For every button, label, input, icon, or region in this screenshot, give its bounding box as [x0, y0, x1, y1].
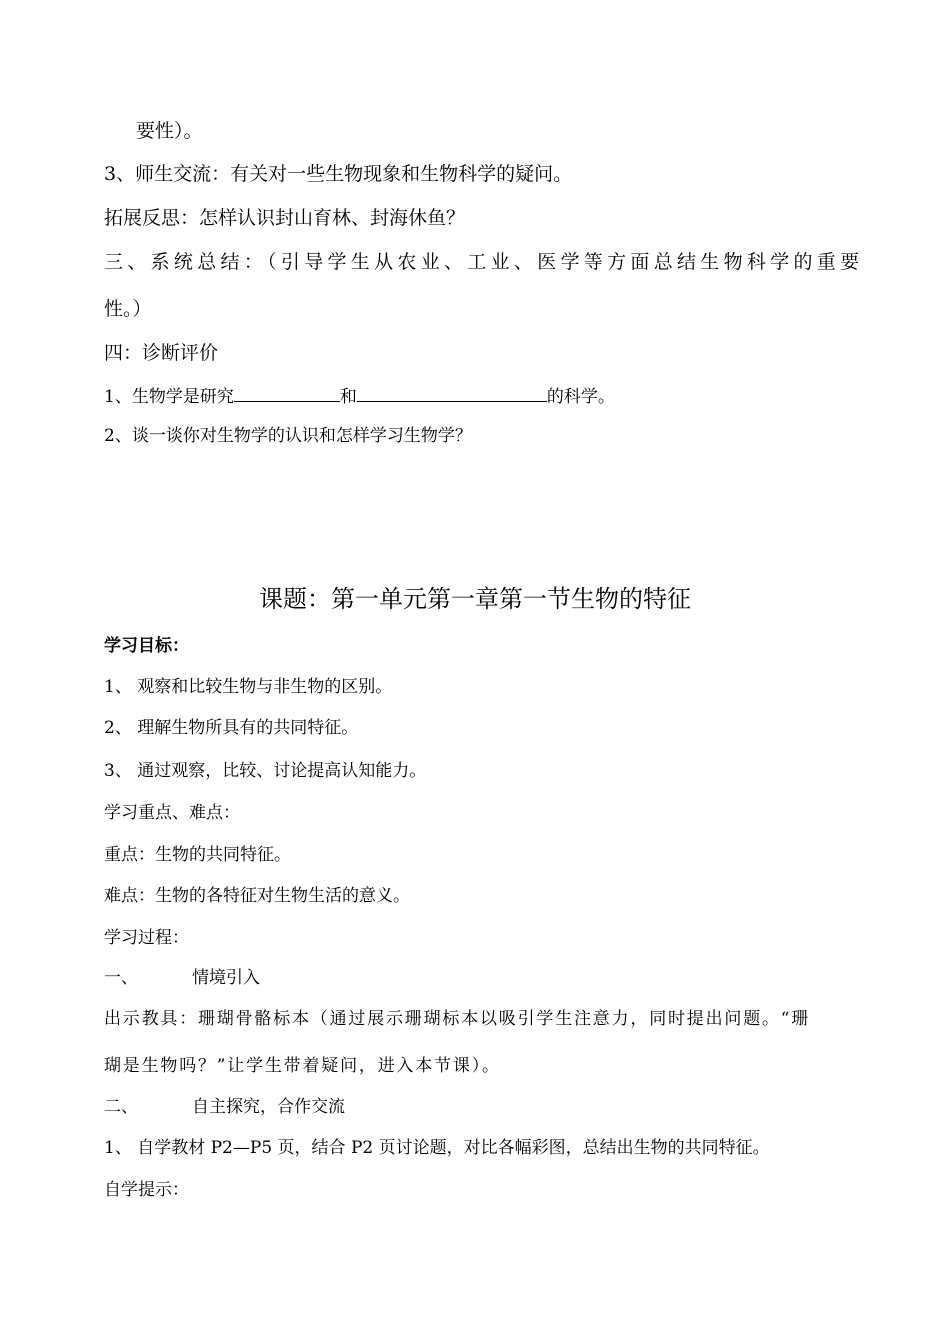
text-line: 3、师生交流：有关对一些生物现象和生物科学的疑问。 — [104, 163, 573, 185]
lesson-title: 课题：第一单元第一章第一节生物的特征 — [259, 585, 691, 613]
question-text: 1、生物学是研究 — [104, 387, 234, 407]
text-line: 1、 自学教材 P2—P5 页，结合 P2 页讨论题，对比各幅彩图，总结出生物的共同特征。 — [104, 1138, 770, 1158]
goal-item: 3、 通过观察，比较、讨论提高认知能力。 — [104, 761, 427, 781]
answer-blank-2 — [357, 383, 547, 402]
goals-heading: 学习目标： — [104, 636, 189, 656]
text-line: 要性）。 — [136, 120, 203, 142]
text-line: 瑚是生物吗？”让学生带着疑问，进入本节课）。 — [104, 1056, 501, 1076]
answer-blank-1 — [234, 383, 340, 402]
step-label: 自主探究，合作交流 — [192, 1097, 345, 1117]
difficulty: 难点：生物的各特征对生物生活的意义。 — [104, 886, 410, 906]
question-text: 和 — [339, 387, 357, 407]
question-text: 的科学。 — [546, 387, 615, 407]
fill-in-question — [104, 383, 615, 409]
text-line: 四：诊断评价 — [104, 342, 219, 364]
key-heading: 学习重点、难点： — [104, 803, 240, 823]
process-heading: 学习过程： — [104, 928, 189, 948]
step-heading — [104, 1095, 345, 1119]
goal-item: 2、 理解生物所具有的共同特征。 — [104, 718, 359, 738]
key-point: 重点：生物的共同特征。 — [104, 845, 291, 865]
step-heading — [104, 966, 260, 990]
goal-item: 1、 观察和比较生物与非生物的区别。 — [104, 677, 393, 697]
text-line: 2、谈一谈你对生物学的认识和怎样学习生物学？ — [104, 426, 472, 446]
step-number: 一、 — [104, 968, 138, 988]
text-line: 性。） — [104, 298, 152, 320]
text-line: 出示教具：珊瑚骨骼标本（通过展示珊瑚标本以吸引学生注意力，同时提出问题。“珊 — [104, 1009, 811, 1029]
text-line: 三、系统总结：（引导学生从农业、工业、医学等方面总结生物科学的重要 — [104, 251, 864, 273]
self-study-hint: 自学提示： — [104, 1180, 189, 1200]
text-line: 拓展反思：怎样认识封山育林、封海休鱼？ — [104, 207, 466, 229]
step-label: 情境引入 — [192, 968, 260, 988]
step-number: 二、 — [104, 1097, 138, 1117]
